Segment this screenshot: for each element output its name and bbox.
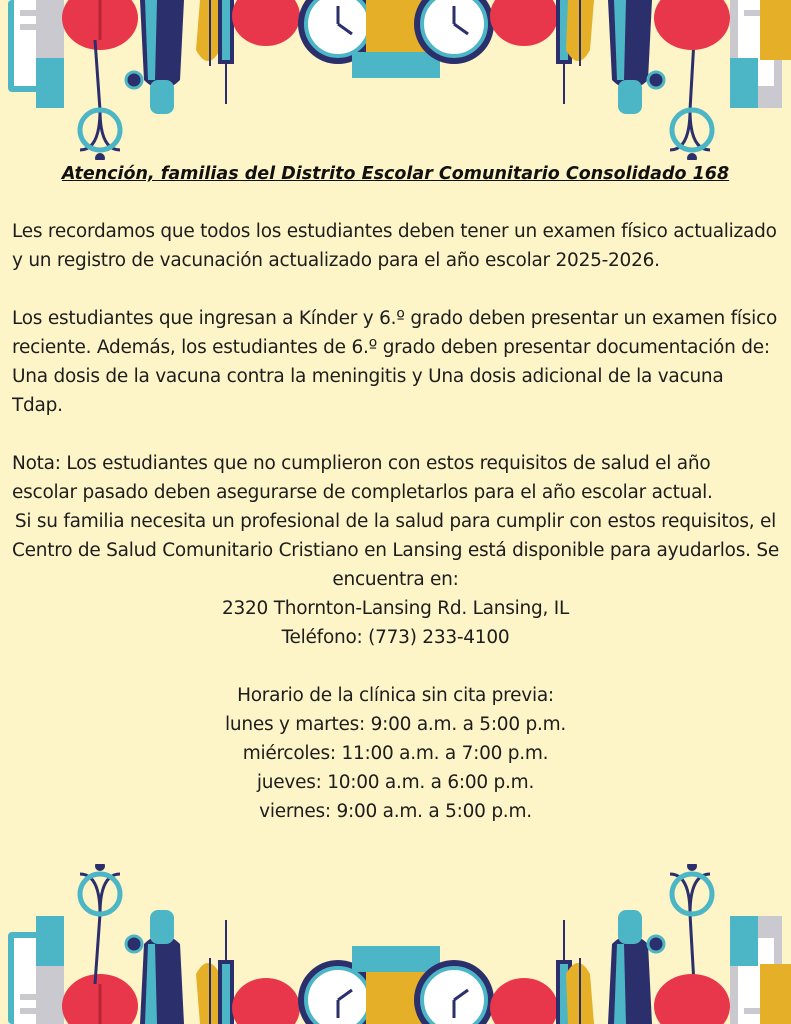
note-paragraph: Nota: Los estudiantes que no cumplieron con estos requisitos de salud el año escolar pasado deben asegurarse de completarlos para el año escolar actual. <box>12 453 713 503</box>
hours-thursday: jueves: 10:00 a.m. a 6:00 p.m. <box>256 772 535 793</box>
vaccine-requirements: Una dosis de la vacuna contra la meningitis y Una dosis adicional de la vacuna Tdap. <box>12 366 724 416</box>
requirements-paragraph: Los estudiantes que ingresan a Kínder y 6.º grado deben presentar un examen físico reciente. Además, los estudiantes de 6.º grado deben presentar documentación de: <box>12 308 778 358</box>
medical-border-top <box>0 0 791 160</box>
clinic-address: 2320 Thornton-Lansing Rd. Lansing, IL <box>221 598 570 619</box>
hours-monday-tuesday: lunes y martes: 9:00 a.m. a 5:00 p.m. <box>224 714 566 735</box>
flyer-title: Atención, familias del Distrito Escolar Comunitario Consolidado 168 <box>61 164 730 184</box>
medical-border-bottom <box>0 864 791 1024</box>
hours-wednesday: miércoles: 11:00 a.m. a 7:00 p.m. <box>242 743 549 764</box>
clinic-paragraph: Si su familia necesita un profesional de la salud para cumplir con estos requisitos, el Centro de Salud Comunitario Cristiano en Lansing está disponible para ayudarlos. Se encuentra en: <box>12 511 779 590</box>
hours-friday: viernes: 9:00 a.m. a 5:00 p.m. <box>259 801 532 822</box>
reminder-paragraph: Les recordamos que todos los estudiantes deben tener un examen físico actualizado y un registro de vacunación actualizado para el año escolar 2025-2026. <box>12 221 777 271</box>
clinic-phone: Teléfono: (773) 233-4100 <box>281 627 510 648</box>
hours-heading: Horario de la clínica sin cita previa: <box>237 685 554 706</box>
flyer-content <box>12 160 779 826</box>
